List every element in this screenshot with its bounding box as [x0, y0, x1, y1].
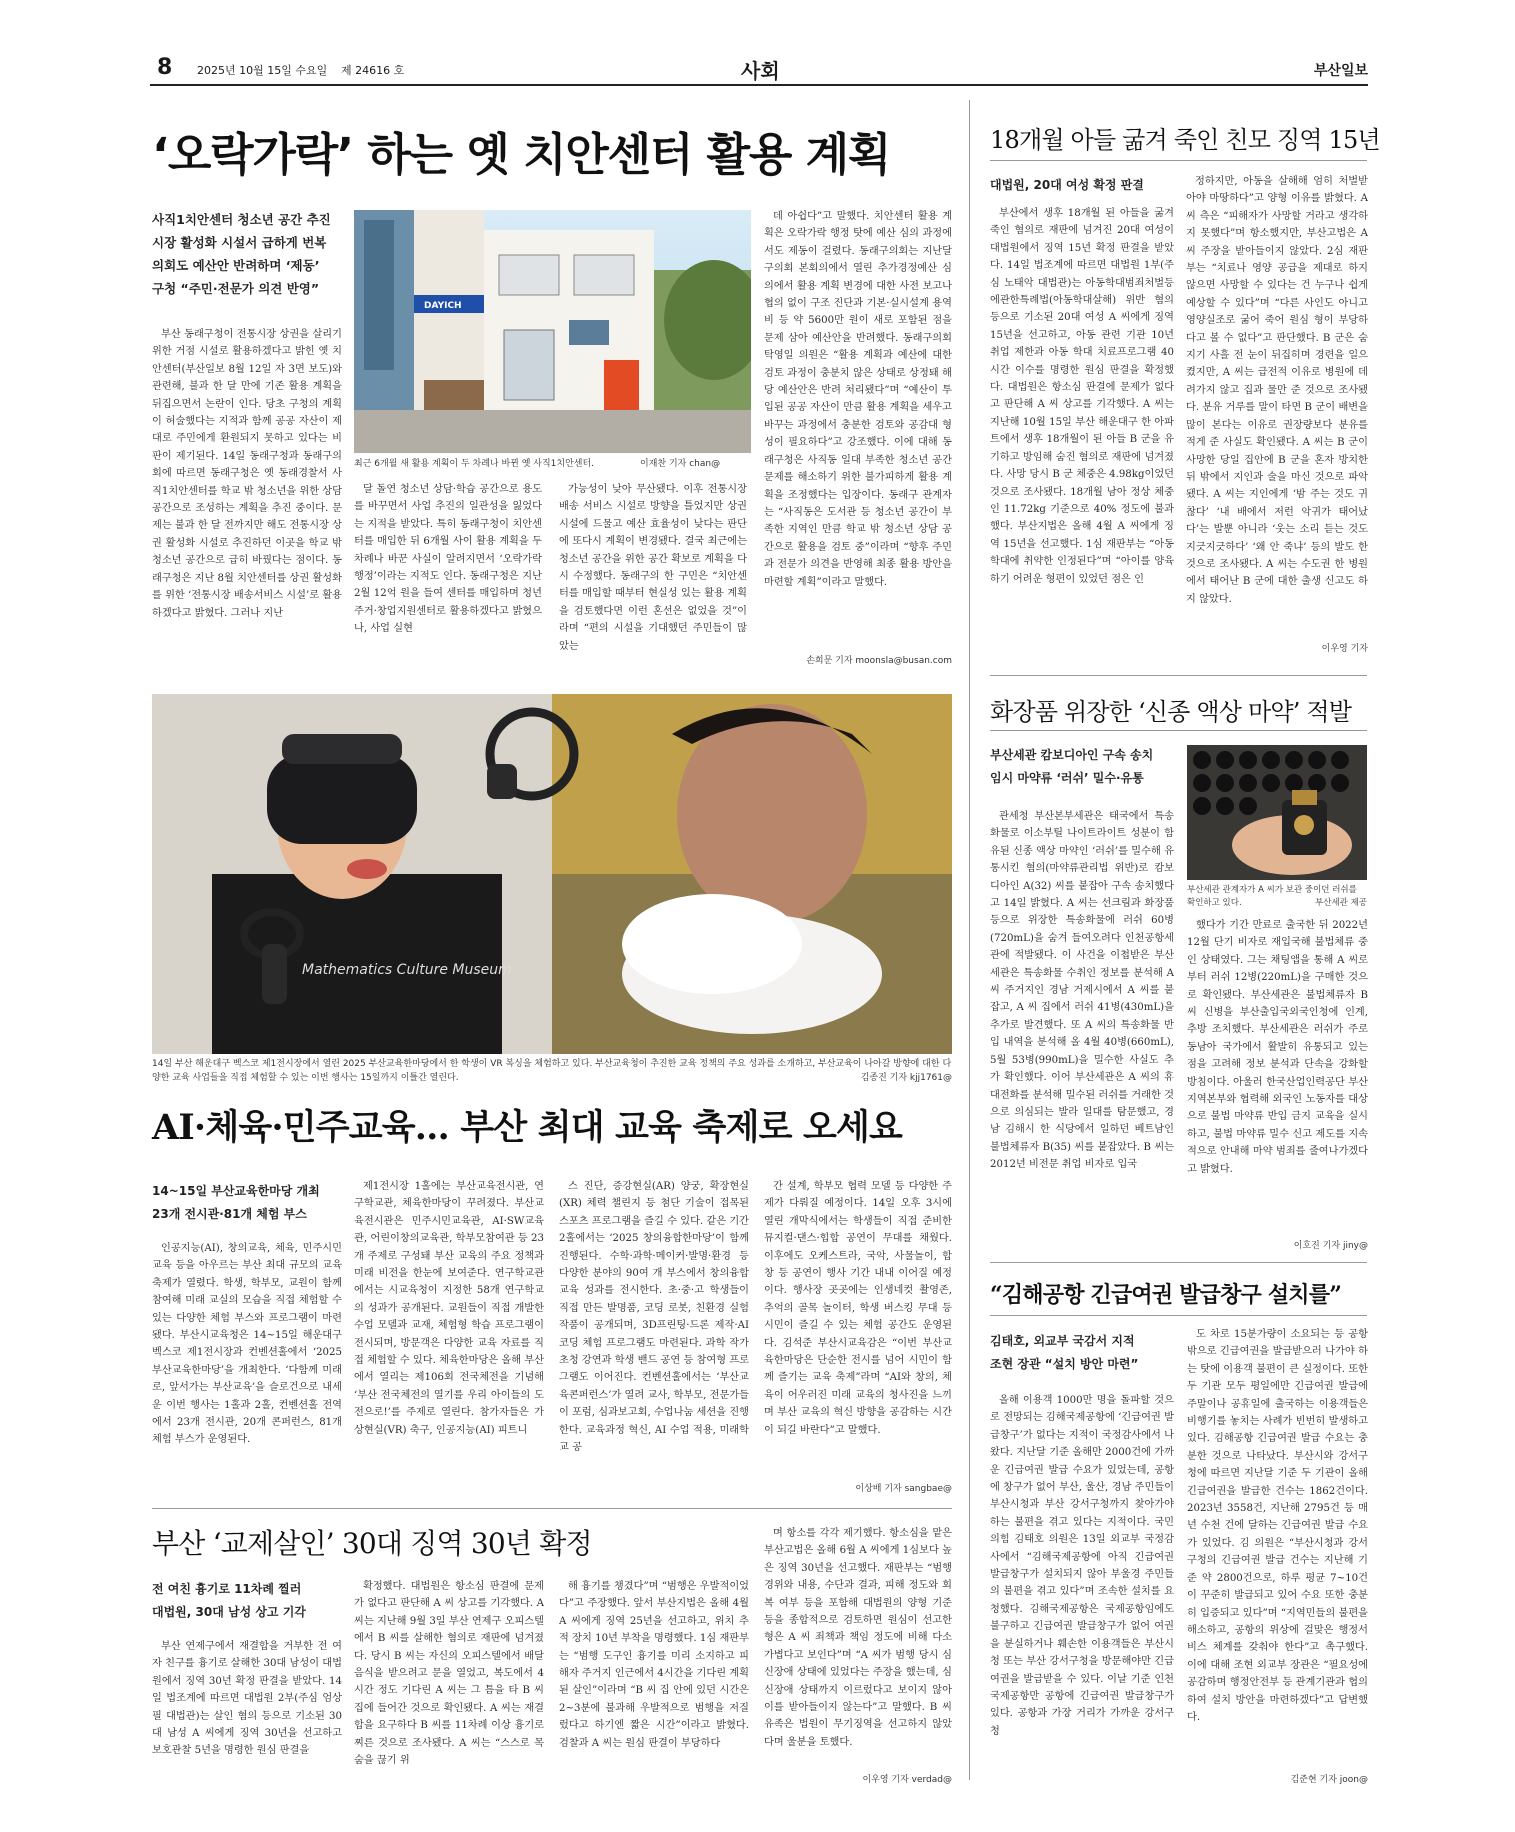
article2-byline: 이우영 기자	[1321, 644, 1368, 654]
article3-caption-credit: 부산세관 제공	[1315, 898, 1367, 908]
article1-body-col1: 부산 동래구청이 전통시장 상권을 살리기 위한 거점 시설로 활용하겠다고 밝힌 옛 치안센터(부산일보 8월 12일 자 3면 보도)와 관련해, 불과 한 달 만에 기존 활용 계획을 뒤집으면서 논란이 인다. 당초 구청의 계획이 허술했다는 지적과 함께 공공 자산이 제대로 주민에게 환원되지 못하고 있다는 비판이 제기된다. 14일 동래구청과 동래구의회에 따르면 동래구청은 옛 동래경찰서 사직1치안센터를 학교 밖 청소년을 위한 상담 공간으로 조성하는 계획을 추진 중이다. 문제는 불과 한 달 전까지만 해도 전통시장 상권 활성화 시설로 추진하던 이곳을 학교 밖 청소년 공간으로 급히 바꿨다는 점이다. 동래구청은 지난 8월 치안센터를 상권 활성화를 위한 ‘전통시장 배송서비스 시설’로 활용하겠다고 밝혔다. 그러나 지난	[152, 329, 342, 619]
article6-sub-line2: 조현 장관 “설치 방안 마련”	[990, 1357, 1139, 1371]
article3-subs	[990, 744, 1153, 790]
article5-byline: 이우영 기자 verdad@	[862, 1775, 952, 1785]
article3-rule	[990, 730, 1367, 731]
article4-body-col3: 스 진단, 증강현실(AR) 양궁, 확장현실(XR) 체력 챌린지 등 첨단 기술이 접목된 스포츠 프로그램을 즐길 수 있다. 같은 기간 2홀에서는 ‘2025 창의융합한마당’이 함께 진행된다. 수학·과학·메이커·발명·환경 등 다양한 분야의 90여 개 부스에서 창의융합 교육 성과를 전시한다. 초·중·고 학생들이 직접 만든 발명품, 코딩 로봇, 친환경 실험 작품이 공개되며, 3D프린팅·드론 제작·AI코딩 체험 프로그램도 마련된다. 과학 작가 초청 강연과 학생 밴드 공연 등 참여형 프로그램도 이어진다. 컨벤션홀에서는 ‘부산교육콘퍼런스’가 열려 교사, 학부모, 전문가들이 포럼, 심과보고회, 수업나눔 세션을 진행한다. 교육과정 혁신, AI 수업 적용, 미래학교 공	[559, 1181, 749, 1454]
article5-sub-line1: 전 여친 흉기로 11차례 찔러	[152, 1582, 302, 1596]
column-divider-main	[969, 100, 970, 1780]
article6-rule	[990, 1315, 1367, 1316]
article1-deck-line2: 시장 활성화 시설서 급하게 번복	[152, 235, 327, 250]
article1-photo	[354, 210, 751, 453]
article1-deck-line1: 사직1치안센터 청소년 공간 추진	[152, 212, 331, 227]
article1-body-col4: 데 아쉽다”고 말했다. 치안센터 활용 계획은 오락가락 행정 탓에 예산 심의 과정에서도 제동이 걸렸다. 동래구의회는 지난달 구의회 본회의에서 열린 추가경정예산 심의에서 활용 계획 변경에 대한 사전 보고나 협의 없이 구조 진단과 기본·실시설계 용역비 등 약 5600만 원이 새로 포함된 점을 문제 삼아 예산안을 반려했다. 동래구의회 탁영일 의원은 “활용 계획과 예산에 대한 검토 과정이 충분치 않은 상태로 상정돼 해당 예산안은 반려 처리됐다”며 “예산이 투입된 공공 자산이 만큼 활용 계획을 세우고 바꾸는 과정에서 충분한 검토와 공감대 형성이 필요하다”고 강조했다. 이에 대해 동래구청은 사직동 일대 부족한 청소년 공간 문제를 해소하기 위한 불가피하게 활용 계획을 조정했다는 입장이다. 동래구 관계자는 “사직동은 도서관 등 청소년 공간이 부족한 지역인 만큼 학교 밖 청소년 상담 공간으로 활용을 검토 중”이라며 “향후 주민과 전문가 의견을 반영해 최종 활용 방안을 마련할 계획”이라고 말했다.	[764, 211, 952, 588]
paper-name: 부산일보	[1313, 63, 1368, 79]
article1-deck-line4: 구청 “주민·전문가 의견 반영”	[152, 281, 320, 296]
article5-body-col4: 며 항소를 각각 제기했다. 항소심을 맡은 부산고법은 올해 6월 A 씨에게 1심보다 높은 징역 30년을 선고했다. 재판부는 “범행 경위와 내용, 수단과 결과, 피해 정도와 회복 여부 등을 포함해 대법원의 양형 기준 등을 종합적으로 검토하면 원심이 선고한 형은 A 씨 죄책과 책임 정도에 비해 다소 가볍다고 보인다”며 “A 씨가 범행 당시 심신장애 상태에 있었다는 주장을 했는데, 심신장애 상태까지 이르렀다고 보이지 않아 이를 받아들이지 않는다”고 말했다. B 씨 유족은 법원이 무기징역을 선고하지 않았다며 울분을 토했다.	[764, 1528, 952, 1748]
article3-photo	[1187, 745, 1367, 880]
article1-headline: ‘오락가락’ 하는 옛 치안센터 활용 계획	[152, 128, 891, 181]
article4-photo-caption	[152, 1057, 952, 1085]
article2-body-col1: 부산에서 생후 18개월 된 아들을 굶겨 죽인 혐의로 재판에 넘겨진 20대 여성이 대법원에서 징역 15년 확정 판결을 받았다. 14일 법조계에 따르면 대법원 1부(주심 노태악 대법관)는 아동학대범죄처벌등에관한특례법(아동학대살해) 위반 혐의 등으로 기소된 20대 여성 A 씨에게 징역 15년을 선고하고, 아동 관련 기관 10년 취업 제한과 아동 학대 치료프로그램 40시간 이수를 명령한 원심 판결을 확정했다. 대법원은 항소심 판결에 문제가 없다고 판단해 A 씨 상고를 기각했다. A 씨는 지난해 10월 15일 부산 해운대구 한 아파트에서 생후 18개월이 된 아들 B 군을 유기하고 방임해 숨진 혐의로 재판에 넘겨졌다. 사망 당시 B 군 체중은 4.98kg이었던 것으로 조사됐다. 18개월 남아 정상 체중인 11.72kg 기준으로 40% 정도에 불과했다. 부산지법은 올해 4월 A 씨에게 징역 15년을 선고했다. 1심 재판부는 “아동학대에 취약한 인정된다”며 “아이를 양육하기 어려운 형편이 있었던 점은 인	[990, 208, 1174, 585]
article3-sub-line1: 부산세관 캄보디아인 구속 송치	[990, 748, 1154, 762]
article5-body-col2: 확정했다. 대법원은 항소심 판결에 문제가 없다고 판단해 A 씨 상고를 기각했다. A 씨는 지난해 9월 3일 부산 연제구 오피스텔에서 B 씨를 살해한 혐의로 재판에 넘겨졌다. 당시 B 씨는 자신의 오피스텔에서 배달 음식을 받으려고 문을 열었고, 복도에서 4시간 정도 기다린 A 씨는 그 틈을 타 B 씨 집에 들어간 것으로 확인됐다. A 씨는 재결합을 요구하다 B 씨를 11차례 이상 흉기로 찌른 것으로 조사됐다. A 씨는 “스스로 목숨을 끊기 위	[354, 1581, 544, 1767]
article4-sub-line1: 14~15일 부산교육한마당 개최	[152, 1184, 320, 1198]
article1-deck-line3: 의회도 예산안 반려하며 ‘제동’	[152, 258, 320, 273]
article4-caption-text: 14일 부산 해운대구 벡스코 제1전시장에서 열린 2025 부산교육한마당에서 한 학생이 VR 복싱을 체험하고 있다. 부산교육청이 추진한 교육 정책의 주요 성과를 소개하고, 부산교육이 나아갈 방향에 대한 다양한 교육 사업들을 직접 체험할 수 있는 이번 행사는 15일까지 이틀간 열린다.	[152, 1059, 952, 1083]
article6-subs	[990, 1330, 1138, 1376]
article3-photo-caption	[1187, 884, 1367, 910]
article3-body-col1: 관세청 부산본부세관은 태국에서 특송화물로 이소부틸 나이트라이트 성분이 함유된 신종 액상 마약인 ‘러쉬’를 밀수해 유통시킨 혐의(마약류관리법 위반)로 캄보디아인 A(32) 씨를 붙잡아 구속 송치했다고 14일 밝혔다. A 씨는 선크림과 화장품 등으로 위장한 특송화물에 러쉬 60병(720mL)을 숨겨 들여오려다 인천공항세관에 적발됐다. 이 사건을 이첩받은 부산세관은 특송화물 수취인 정보를 분석해 A 씨 주거지인 경남 거제시에서 A 씨를 붙잡고, A 씨 집에서 러쉬 41병(430mL)을 추가로 발견했다. 또 A 씨의 특송화물 반입 내역을 분석해 올 4월 40병(660mL), 5월 53병(990mL)을 밀수한 사실도 추가 확인했다. 이어 부산세관은 A 씨의 휴대전화를 분석해 밀수된 러쉬를 거래한 것으로 의심되는 발라 일대를 탐문했고, 경남 김해시 한 식당에서 일하던 베트남인 불법체류자 B(35) 씨를 붙잡았다. B 씨는 2012년 비전문 취업 비자로 입국	[990, 811, 1174, 1171]
article4-body-col2: 제1전시장 1홀에는 부산교육전시관, 연구학교관, 체육한마당이 꾸려졌다. 부산교육전시관은 민주시민교육관, AI·SW교육관, 어린이창의교육관, 학부모참여관 등 23개 주제로 구성돼 부산 교육의 주요 정책과 미래 비전을 한눈에 보여준다. 연구학교관에서는 시교육청이 지정한 58개 연구학교의 성과가 공개된다. 교원들이 직접 개발한 수업 모델과 교재, 체험형 학습 프로그램이 전시되며, 방문객은 다양한 교육 자료를 직접 체험할 수 있다. 체육한마당은 올해 부산에서 열리는 제106회 전국체전을 기념해 ‘부산 전국체전의 열기를 우리 아이들의 도전으로!’를 주제로 열린다. 참가자들은 가상현실(VR) 축구, 인공지능(AI) 피트니	[354, 1181, 544, 1436]
article3-byline: 이호진 기자 jiny@	[1293, 1241, 1368, 1251]
article5-body-col1: 부산 연제구에서 재결합을 거부한 전 여자 친구를 흉기로 살해한 30대 남성이 대법원에서 징역 30년 확정 판결을 받았다. 14일 법조계에 따르면 대법원 2부(주심 엄상필 대법관)는 살인 혐의 등으로 기소된 30대 남성 A 씨에게 징역 30년을 선고하고 보호관찰 5년을 명령한 원심 판결을	[152, 1641, 342, 1757]
article1-photo-caption: 최근 6개월 새 활용 계획이 두 차례나 바뀐 옛 사직1치안센터.	[354, 459, 595, 469]
article4-caption-credit: 김종진 기자 kjj1761@	[860, 1073, 952, 1083]
article4-sub-line2: 23개 전시관·81개 체험 부스	[152, 1207, 307, 1221]
article3-headline: 화장품 위장한 ‘신종 액상 마약’ 적발	[990, 698, 1352, 726]
article5-sub-line2: 대법원, 30대 남성 상고 기각	[152, 1605, 306, 1619]
article1-photo-credit: 이재찬 기자 chan@	[640, 459, 721, 469]
article5-subs	[152, 1578, 306, 1624]
article4-shirt-print: Mathematics Culture Museum	[302, 962, 512, 978]
article1-body-col3: 가능성이 낮아 무산됐다. 이후 전통시장 배송 서비스 시설로 방향을 틀었지만 상권 시설에 드물고 예산 효율성이 낮다는 판단에 또다시 계획이 변경됐다. 결국 최근에는 청소년 공간을 위한 공간 확보로 계획을 다시 수정했다. 동래구의 한 구민은 “치안센터를 매입할 때부터 현실성 있는 활용 계획을 검토했다면 이런 혼선은 없었을 것”이라며 “편의 시설을 기대했던 주민들이 많았는	[559, 484, 747, 652]
left-divider	[152, 1508, 952, 1509]
article4-byline: 이상배 기자 sangbae@	[855, 1484, 952, 1494]
right-divider-1	[990, 675, 1367, 676]
article6-body-col2: 도 차로 15분가량이 소요되는 등 공항 밖으로 긴급여권을 발급받으러 나가야 하는 탓에 이용객 불편이 큰 실정이다. 또한 두 기관 모두 평일에만 긴급여권 발급에 주말이나 공휴일에 출국하는 이용객들은 비행기를 놓치는 사례가 빈번히 발생하고 있다. 김해공항 긴급여권 발급 수요는 충분한 것으로 나타났다. 부산시와 강서구청에 따르면 지난달 기준 두 기관이 올해 긴급여권을 발급한 건수는 1862건이다. 2023년 3558건, 지난해 2795건 등 매년 수천 건에 달하는 긴급여권 발급 수요가 있었다. 김 의원은 “부산시청과 강서구청의 긴급여권 발급 건수는 지난해 기준 약 2800건으로, 하루 평균 7~10건이 꾸준히 발급되고 있어 수요 또한 충분히 입증되고 있다”며 “지역민들의 불편을 해소하고, 공항의 위상에 걸맞은 행정서비스 체계를 갖춰야 한다”고 촉구했다. 이에 대해 조현 외교부 장관은 “필요성에 공감하며 행정안전부 등 관계기관과 협의하여 설치 방안을 마련하겠다”고 답변했다.	[1187, 1329, 1368, 1723]
article6-headline: “김해공항 긴급여권 발급창구 설치를”	[990, 1282, 1342, 1308]
article5-headline: 부산 ‘교제살인’ 30대 징역 30년 확정	[152, 1527, 592, 1560]
article6-body-col1: 올해 이용객 1000만 명을 돌파할 것으로 전망되는 김해국제공항에 ‘긴급여권 발급창구’가 없다는 지적이 국정감사에서 나왔다. 지난달 기준 올해만 2000건에 가까운 긴급여권 발급 수요가 있었는데, 공항에 창구가 없어 부산, 울산, 경남 주민들이 부산시청과 부산 강서구청까지 찾아가야 하는 불편을 겪고 있다는 지적이다. 국민의힘 김태호 의원은 13일 외교부 국정감사에서 “김해국제공항에 아직 긴급여권 발급창구가 설치되지 않아 부울경 주민들의 불편을 겪고 있다”며 조속한 설치를 요청했다. 김해국제공항은 국제공항임에도 불구하고 긴급여권 발급창구가 없어 여권을 분실하거나 훼손한 이용객들은 부산시청 또는 부산 강서구청을 방문해야만 긴급여권을 발급받을 수 있다. 이날 기준 인천국제공항만 공항에 긴급여권 발급창구가 있다. 공항과 가장 거리가 가까운 강서구청	[990, 1395, 1174, 1737]
masthead-rule	[150, 84, 1368, 86]
article1-byline: 손희문 기자 moonsla@busan.com	[806, 656, 952, 666]
article3-body-col2: 했다가 기간 만료로 출국한 뒤 2022년 12월 단기 비자로 재입국해 불법체류 중인 상태였다. 그는 채팅앱을 통해 A 씨로부터 러쉬 12병(220mL)을 구매한 것으로 확인됐다. 부산세관은 불법체류자 B 씨 신병을 부산출입국외국인청에 인계, 추방 조치했다. 부산세관은 러쉬가 주로 동남아 국가에서 활발히 유통되고 있는 점을 고려해 정보 분석과 단속을 강화할 방침이다. 아울러 한국산업인력공단 부산지역본부와 협력해 외국인 노동자를 대상으로 불법 마약류 반입 금지 교육을 실시하고, 불법 마약류 밀수 신고 제도를 지속적으로 안내해 마약 범죄를 줄여나가겠다고 밝혔다.	[1187, 920, 1368, 1175]
article4-headline: AI·체육·민주교육… 부산 최대 교육 축제로 오세요	[152, 1107, 903, 1148]
article1-body-col2: 달 돌연 청소년 상담·학습 공간으로 용도를 바꾸면서 사업 추진의 일관성을 잃었다는 지적을 받았다. 특히 동래구청이 치안센터를 매입한 뒤 6개월 사이 활용 계획을 두 차례나 바꾼 사실이 알려지면서 ‘오락가락 행정’이라는 지적도 인다. 동래구청은 지난 2월 12억 원을 들여 센터를 매입하며 청년주거·창업지원센터로 활용하겠다고 밝혔으나, 사업 실현	[354, 484, 542, 635]
article1-deck	[152, 208, 331, 300]
article2-headline: 18개월 아들 굶겨 죽인 친모 징역 15년	[990, 126, 1380, 154]
article2-rule	[990, 160, 1367, 161]
issue-date: 2025년 10월 15일 수요일	[197, 64, 328, 77]
article6-byline: 김준현 기자 joon@	[1290, 1775, 1368, 1785]
issue-number: 제 24616 호	[341, 64, 405, 77]
article5-body-col3: 해 흉기를 챙겼다”며 “범행은 우발적이었다”고 주장했다. 앞서 부산지법은 올해 4월 A 씨에게 징역 25년을 선고하고, 위치 추적 장치 10년 부착을 명령했다. 1심 재판부는 “범행 도구인 흉기를 미리 소지하고 피해자 주거지 인근에서 4시간을 기다린 계획된 살인”이라며 “B 씨 집 안에 있던 시간은 2~3분에 불과해 우발적으로 범행을 저질렀다고 하기엔 짧은 시간”이라고 밝혔다. 검찰과 A 씨는 원심 판결이 부당하다	[559, 1581, 749, 1749]
article3-caption-text: 부산세관 관계자가 A 씨가 보관 중이던 러쉬를 확인하고 있다.	[1187, 885, 1357, 908]
right-divider-2	[990, 1262, 1367, 1263]
section-name: 사회	[741, 59, 780, 83]
article4-subs	[152, 1180, 320, 1226]
article1-photo-sign: DAYICH	[424, 301, 462, 311]
page-number: 8	[157, 55, 173, 80]
article4-body-col4: 간 설계, 학부모 협력 모델 등 다양한 주제가 다뤄질 예정이다. 14일 오후 3시에 열린 개막식에서는 학생들이 직접 준비한 뮤지컬·댄스·힙합 공연이 무대를 채웠다. 이후에도 오케스트라, 국악, 사물놀이, 합창 등 공연이 행사 기간 내내 이어질 예정이다. 행사장 곳곳에는 인생네컷 촬영존, 추억의 골목 놀이터, 학생 버스킹 무대 등 시민이 즐길 수 있는 체험 공간도 운영된다. 김석준 부산시교육감은 “이번 부산교육한마당은 단순한 전시를 넘어 시민이 함께 즐기는 교육 축제”라며 “AI와 창의, 체육이 어우러진 미래 교육의 청사진을 느끼며 부산 교육의 혁신 방향을 공감하는 시간이 되길 바란다”고 말했다.	[764, 1181, 952, 1436]
article4-body-col1: 인공지능(AI), 창의교육, 체육, 민주시민교육 등을 아우르는 부산 최대 규모의 교육 축제가 열렸다. 학생, 학부모, 교원이 함께 참여해 미래 교실의 모습을 직접 체험할 수 있는 다양한 체험 부스와 프로그램이 마련됐다. 부산시교육청은 14~15일 해운대구 벡스코 제1전시장과 컨벤션홀에서 ‘2025 부산교육한마당’을 개최한다. ‘다함께 미래로, 앞서가는 부산교육’을 슬로건으로 내세운 이번 행사는 1홀과 2홀, 컨벤션홀 전역에서 23개 전시관, 20개 콘퍼런스, 81개 체험 부스가 운영된다.	[152, 1243, 342, 1446]
article2-body-col2: 정하지만, 아동을 살해해 엄히 처벌받아야 마땅하다”고 양형 이유를 밝혔다. A 씨 측은 “피해자가 사망할 거라고 생각하지 못했다”며 항소했지만, 부산고법은 A 씨 주장을 받아들이지 않았다. 2심 재판부는 “치료나 영양 공급을 제대로 하지 않으면 사망할 수 있다는 건 누구나 쉽게 예상할 수 있다”며 “다른 사인도 아니고 영양실조로 굶어 죽어 원심 형이 부당하다고 볼 수 없다”고 판단했다. B 군은 숨지기 사흘 전 눈이 뒤집히며 경련을 일으켰지만, A 씨는 급전적 이유로 병원에 데려가지 않고 집과 물만 준 것으로 조사됐다. 분유 거루를 말이 타면 B 군이 배변을 많이 본다는 이유로 권장량보다 분유를 적게 준 사실도 확인됐다. A 씨는 B 군이 사망한 당일 집안에 B 군을 혼자 방치한 뒤 밖에서 지인과 술을 마신 것으로 파악됐다. A 씨는 지인에게 ‘밤 주는 것도 귀찮다’ ‘내 배에서 저런 악귀가 태어났다’는 발뿐 아니라 ‘웃는 소리 듣는 것도 지긋지긋하다’ ‘왜 안 죽냐’ 등의 발도 한 것으로 조사됐다. A 씨는 수도권 한 병원에서 태어난 B 군에 대한 출생 신고도 하지 않았다.	[1186, 176, 1368, 605]
article3-sub-line2: 임시 마약류 ‘러쉬’ 밀수·유통	[990, 771, 1144, 785]
article6-sub-line1: 김태호, 외교부 국감서 지적	[990, 1334, 1135, 1348]
article2-sub: 대법원, 20대 여성 확정 판결	[990, 178, 1144, 192]
article4-photo	[152, 694, 952, 1054]
